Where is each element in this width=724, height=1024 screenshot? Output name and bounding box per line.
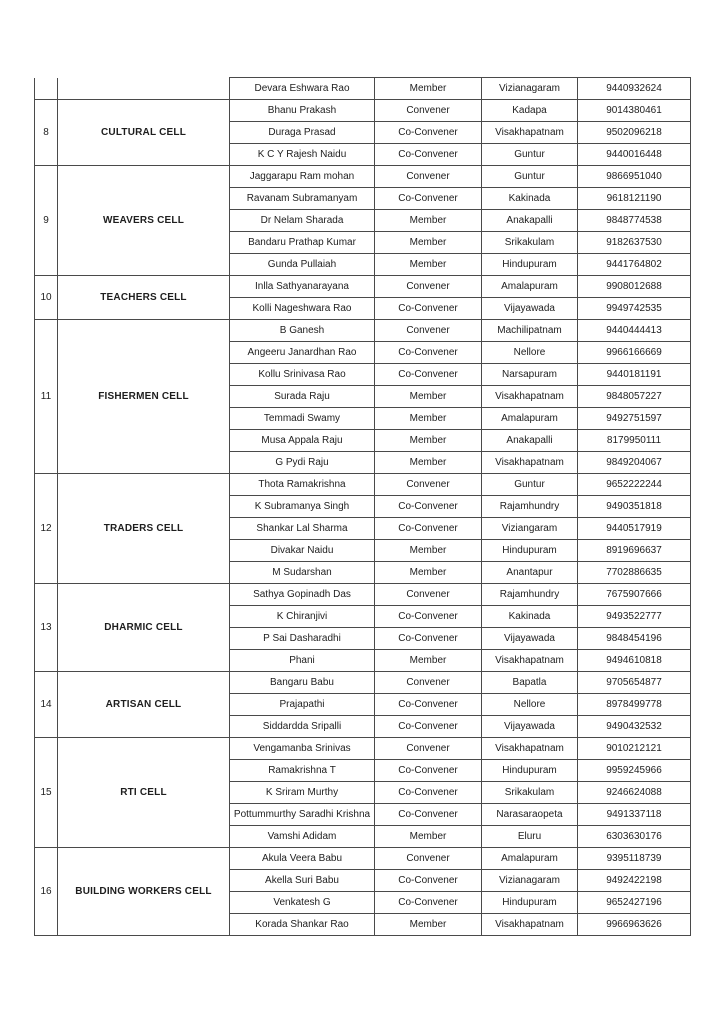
member-role-cell: Co-Convener	[375, 760, 482, 782]
member-place-cell: Vizianagaram	[482, 870, 578, 892]
member-role-cell: Member	[375, 452, 482, 474]
member-phone-cell: 9441764802	[578, 254, 691, 276]
member-phone-cell: 9908012688	[578, 276, 691, 298]
member-phone-cell: 9246624088	[578, 782, 691, 804]
table-row	[35, 584, 691, 606]
member-role-cell: Co-Convener	[375, 782, 482, 804]
serial-number-cell: 14	[35, 672, 58, 738]
member-role-cell: Convener	[375, 100, 482, 122]
member-place-cell: Hindupuram	[482, 892, 578, 914]
member-name-cell: Musa Appala Raju	[230, 430, 375, 452]
cell-name-cell: BUILDING WORKERS CELL	[58, 848, 230, 936]
serial-number-cell: 12	[35, 474, 58, 584]
member-phone-cell: 9705654877	[578, 672, 691, 694]
member-name-cell: Bhanu Prakash	[230, 100, 375, 122]
member-place-cell: Kakinada	[482, 606, 578, 628]
member-place-cell: Anakapalli	[482, 210, 578, 232]
member-phone-cell: 9395118739	[578, 848, 691, 870]
member-role-cell: Co-Convener	[375, 628, 482, 650]
member-name-cell: Venkatesh G	[230, 892, 375, 914]
member-role-cell: Convener	[375, 166, 482, 188]
serial-number-cell: 8	[35, 100, 58, 166]
table-row	[35, 848, 691, 870]
member-place-cell: Nellore	[482, 694, 578, 716]
member-name-cell: Surada Raju	[230, 386, 375, 408]
member-phone-cell: 9490432532	[578, 716, 691, 738]
member-name-cell: Akella Suri Babu	[230, 870, 375, 892]
member-name-cell: M Sudarshan	[230, 562, 375, 584]
serial-number-cell	[35, 78, 58, 100]
member-place-cell: Kakinada	[482, 188, 578, 210]
member-name-cell: Ramakrishna T	[230, 760, 375, 782]
member-phone-cell: 9959245966	[578, 760, 691, 782]
member-name-cell: Bandaru Prathap Kumar	[230, 232, 375, 254]
member-place-cell: Hindupuram	[482, 760, 578, 782]
cell-name-cell: RTI CELL	[58, 738, 230, 848]
member-role-cell: Convener	[375, 276, 482, 298]
table-row	[35, 100, 691, 122]
member-phone-cell: 7675907666	[578, 584, 691, 606]
member-role-cell: Co-Convener	[375, 298, 482, 320]
member-name-cell: Dr Nelam Sharada	[230, 210, 375, 232]
member-place-cell: Hindupuram	[482, 254, 578, 276]
member-place-cell: Guntur	[482, 166, 578, 188]
cell-name-cell	[58, 78, 230, 100]
member-role-cell: Co-Convener	[375, 870, 482, 892]
member-name-cell: G Pydi Raju	[230, 452, 375, 474]
member-role-cell: Member	[375, 210, 482, 232]
member-phone-cell: 9492422198	[578, 870, 691, 892]
member-phone-cell: 7702886635	[578, 562, 691, 584]
table-row	[35, 78, 691, 100]
member-name-cell: Divakar Naidu	[230, 540, 375, 562]
member-phone-cell: 9440016448	[578, 144, 691, 166]
table-row	[35, 320, 691, 342]
table-row	[35, 738, 691, 760]
member-role-cell: Co-Convener	[375, 518, 482, 540]
serial-number-cell: 16	[35, 848, 58, 936]
member-place-cell: Amalapuram	[482, 276, 578, 298]
member-name-cell: Prajapathi	[230, 694, 375, 716]
member-phone-cell: 9440517919	[578, 518, 691, 540]
member-phone-cell: 9848057227	[578, 386, 691, 408]
member-phone-cell: 9492751597	[578, 408, 691, 430]
table-row	[35, 474, 691, 496]
member-place-cell: Eluru	[482, 826, 578, 848]
serial-number-cell: 10	[35, 276, 58, 320]
member-phone-cell: 9010212121	[578, 738, 691, 760]
member-name-cell: Vamshi Adidam	[230, 826, 375, 848]
table-row	[35, 166, 691, 188]
member-name-cell: B Ganesh	[230, 320, 375, 342]
member-name-cell: K Subramanya Singh	[230, 496, 375, 518]
member-place-cell: Amalapuram	[482, 848, 578, 870]
cell-name-cell: CULTURAL CELL	[58, 100, 230, 166]
member-place-cell: Visakhapatnam	[482, 650, 578, 672]
member-role-cell: Co-Convener	[375, 694, 482, 716]
member-role-cell: Member	[375, 386, 482, 408]
member-place-cell: Narsapuram	[482, 364, 578, 386]
member-name-cell: Inlla Sathyanarayana	[230, 276, 375, 298]
member-phone-cell: 9966166669	[578, 342, 691, 364]
member-role-cell: Member	[375, 826, 482, 848]
member-place-cell: Visakhapatnam	[482, 122, 578, 144]
member-place-cell: Srikakulam	[482, 782, 578, 804]
member-phone-cell: 9491337118	[578, 804, 691, 826]
member-role-cell: Convener	[375, 738, 482, 760]
member-phone-cell: 9493522777	[578, 606, 691, 628]
table-row	[35, 672, 691, 694]
member-place-cell: Visakhapatnam	[482, 386, 578, 408]
cell-name-cell: WEAVERS CELL	[58, 166, 230, 276]
member-place-cell: Anantapur	[482, 562, 578, 584]
member-place-cell: Narasaraopeta	[482, 804, 578, 826]
member-phone-cell: 9652222244	[578, 474, 691, 496]
member-role-cell: Member	[375, 914, 482, 936]
member-role-cell: Convener	[375, 474, 482, 496]
member-role-cell: Convener	[375, 672, 482, 694]
member-name-cell: Angeeru Janardhan Rao	[230, 342, 375, 364]
member-role-cell: Convener	[375, 848, 482, 870]
member-phone-cell: 6303630176	[578, 826, 691, 848]
member-name-cell: Ravanam Subramanyam	[230, 188, 375, 210]
member-phone-cell: 9494610818	[578, 650, 691, 672]
member-role-cell: Member	[375, 408, 482, 430]
member-place-cell: Vizianagaram	[482, 78, 578, 100]
member-place-cell: Visakhapatnam	[482, 914, 578, 936]
member-role-cell: Co-Convener	[375, 892, 482, 914]
member-phone-cell: 9849204067	[578, 452, 691, 474]
member-place-cell: Rajamhundry	[482, 496, 578, 518]
serial-number-cell: 11	[35, 320, 58, 474]
member-role-cell: Convener	[375, 584, 482, 606]
member-phone-cell: 9966963626	[578, 914, 691, 936]
member-name-cell: Korada Shankar Rao	[230, 914, 375, 936]
member-name-cell: P Sai Dasharadhi	[230, 628, 375, 650]
member-phone-cell: 9866951040	[578, 166, 691, 188]
member-place-cell: Visakhapatnam	[482, 452, 578, 474]
member-name-cell: K Chiranjivi	[230, 606, 375, 628]
member-name-cell: Duraga Prasad	[230, 122, 375, 144]
member-place-cell: Bapatla	[482, 672, 578, 694]
member-place-cell: Guntur	[482, 144, 578, 166]
member-place-cell: Machilipatnam	[482, 320, 578, 342]
member-role-cell: Co-Convener	[375, 144, 482, 166]
member-place-cell: Hindupuram	[482, 540, 578, 562]
member-role-cell: Member	[375, 650, 482, 672]
member-phone-cell: 9848774538	[578, 210, 691, 232]
member-phone-cell: 9618121190	[578, 188, 691, 210]
member-role-cell: Member	[375, 562, 482, 584]
cell-name-cell: TEACHERS CELL	[58, 276, 230, 320]
member-phone-cell: 8179950111	[578, 430, 691, 452]
member-place-cell: Viziangaram	[482, 518, 578, 540]
cell-name-cell: ARTISAN CELL	[58, 672, 230, 738]
member-name-cell: Thota Ramakrishna	[230, 474, 375, 496]
member-phone-cell: 9440444413	[578, 320, 691, 342]
member-role-cell: Co-Convener	[375, 122, 482, 144]
member-name-cell: Jaggarapu Ram mohan	[230, 166, 375, 188]
member-name-cell: K Sriram Murthy	[230, 782, 375, 804]
member-phone-cell: 9440932624	[578, 78, 691, 100]
member-name-cell: Kolli Nageshwara Rao	[230, 298, 375, 320]
member-name-cell: Kollu Srinivasa Rao	[230, 364, 375, 386]
member-phone-cell: 9182637530	[578, 232, 691, 254]
member-place-cell: Visakhapatnam	[482, 738, 578, 760]
member-name-cell: Vengamanba Srinivas	[230, 738, 375, 760]
member-place-cell: Vijayawada	[482, 298, 578, 320]
cell-name-cell: DHARMIC CELL	[58, 584, 230, 672]
member-phone-cell: 8978499778	[578, 694, 691, 716]
member-place-cell: Guntur	[482, 474, 578, 496]
member-role-cell: Co-Convener	[375, 804, 482, 826]
member-phone-cell: 9440181191	[578, 364, 691, 386]
member-name-cell: Bangaru Babu	[230, 672, 375, 694]
member-phone-cell: 9014380461	[578, 100, 691, 122]
member-role-cell: Co-Convener	[375, 342, 482, 364]
cells-table-body	[35, 78, 691, 936]
member-place-cell: Srikakulam	[482, 232, 578, 254]
member-phone-cell: 9652427196	[578, 892, 691, 914]
member-name-cell: Gunda Pullaiah	[230, 254, 375, 276]
serial-number-cell: 9	[35, 166, 58, 276]
member-phone-cell: 9490351818	[578, 496, 691, 518]
member-name-cell: Phani	[230, 650, 375, 672]
member-role-cell: Co-Convener	[375, 716, 482, 738]
member-place-cell: Kadapa	[482, 100, 578, 122]
serial-number-cell: 13	[35, 584, 58, 672]
member-place-cell: Nellore	[482, 342, 578, 364]
cell-name-cell: TRADERS CELL	[58, 474, 230, 584]
member-role-cell: Co-Convener	[375, 496, 482, 518]
member-phone-cell: 8919696637	[578, 540, 691, 562]
member-role-cell: Member	[375, 254, 482, 276]
table-row	[35, 276, 691, 298]
member-role-cell: Co-Convener	[375, 606, 482, 628]
member-place-cell: Rajamhundry	[482, 584, 578, 606]
member-role-cell: Member	[375, 540, 482, 562]
member-place-cell: Vijayawada	[482, 628, 578, 650]
member-place-cell: Anakapalli	[482, 430, 578, 452]
member-name-cell: Devara Eshwara Rao	[230, 78, 375, 100]
member-name-cell: K C Y Rajesh Naidu	[230, 144, 375, 166]
cells-table	[34, 77, 691, 936]
member-role-cell: Co-Convener	[375, 188, 482, 210]
member-role-cell: Member	[375, 78, 482, 100]
member-name-cell: Akula Veera Babu	[230, 848, 375, 870]
member-phone-cell: 9949742535	[578, 298, 691, 320]
member-role-cell: Convener	[375, 320, 482, 342]
member-phone-cell: 9502096218	[578, 122, 691, 144]
member-place-cell: Vijayawada	[482, 716, 578, 738]
member-name-cell: Sathya Gopinadh Das	[230, 584, 375, 606]
serial-number-cell: 15	[35, 738, 58, 848]
member-role-cell: Member	[375, 232, 482, 254]
member-role-cell: Member	[375, 430, 482, 452]
member-role-cell: Co-Convener	[375, 364, 482, 386]
cell-name-cell: FISHERMEN CELL	[58, 320, 230, 474]
member-name-cell: Shankar Lal Sharma	[230, 518, 375, 540]
member-name-cell: Temmadi Swamy	[230, 408, 375, 430]
member-name-cell: Pottummurthy Saradhi Krishna	[230, 804, 375, 826]
member-phone-cell: 9848454196	[578, 628, 691, 650]
member-name-cell: Siddardda Sripalli	[230, 716, 375, 738]
member-place-cell: Amalapuram	[482, 408, 578, 430]
